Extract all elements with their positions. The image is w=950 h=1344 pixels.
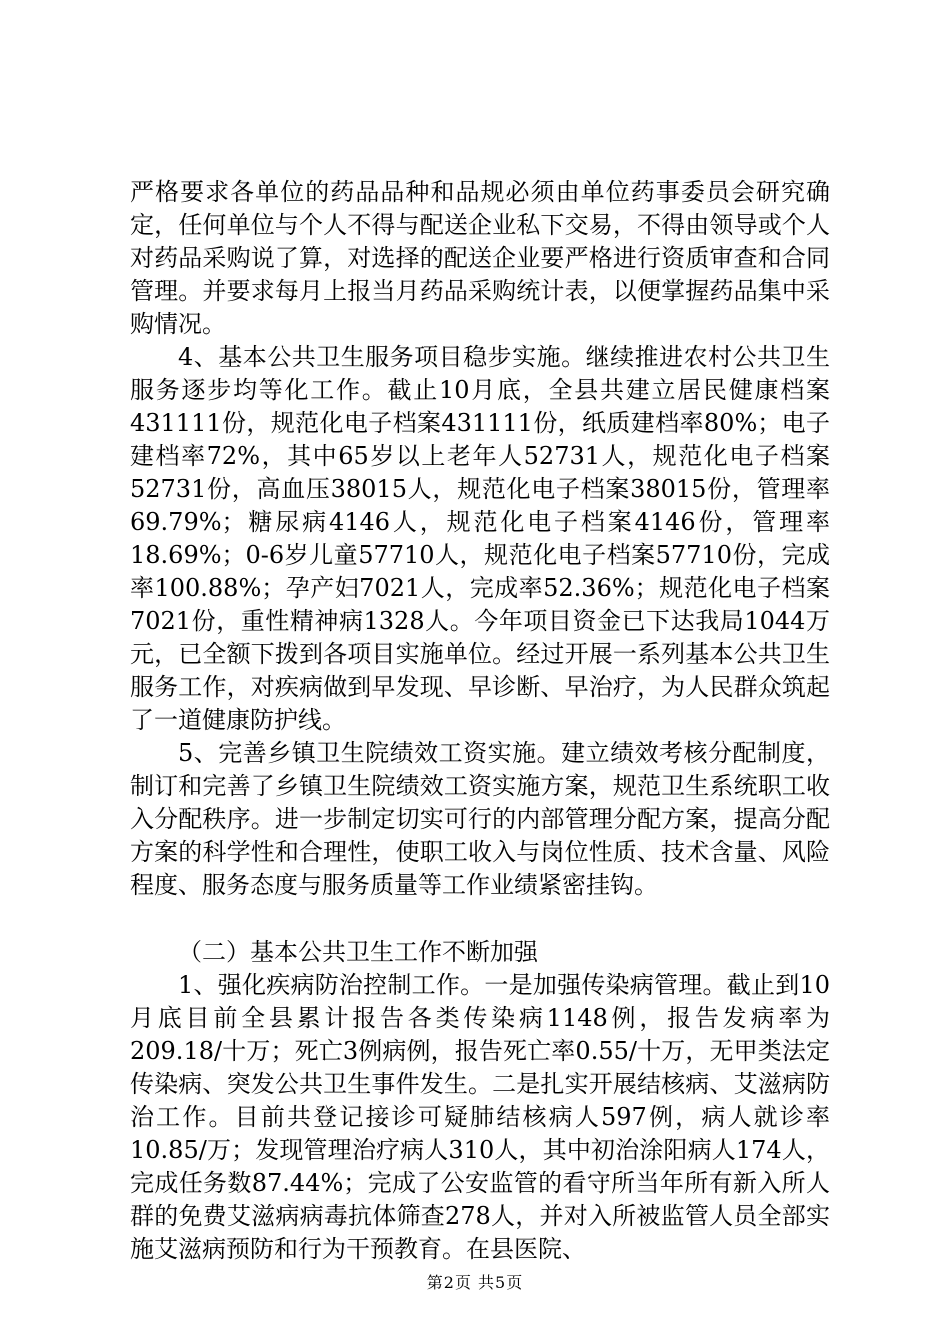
paragraph-drug-procurement: 严格要求各单位的药品品种和品规必须由单位药事委员会研究确定，任何单位与个人不得与配送企业私下交易，不得由领导或个人对药品采购说了算，对选择的配送企业要严格进行资质审查和合同管理。并要求每月上报当月药品采购统计表，以便掌握药品集中采购情况。 [130, 178, 830, 338]
paragraph-disease-control: 1、强化疾病防治控制工作。一是加强传染病管理。截止到10月底目前全县累计报告各类传染病1148例，报告发病率为209.18/十万；死亡3例病例，报告死亡率0.55/十万，无甲类法定传染病、突发公共卫生事件发生。二是扎实开展结核病、艾滋病防治工作。目前共登记接诊可疑肺结核病人597例，病人就诊率10.85/万；发现管理治疗病人310人，其中初治涂阳病人174人，完成任务数87.44%；完成了公安监管的看守所当年所有新入所人群的免费艾滋病病毒抗体筛查278人，并对入所被监管人员全部实施艾滋病预防和行为干预教育。在县医院、 [130, 971, 830, 1263]
section-heading: （二）基本公共卫生工作不断加强 [178, 938, 538, 966]
document-body [130, 176, 830, 1266]
paragraph-performance-pay: 5、完善乡镇卫生院绩效工资实施。建立绩效考核分配制度，制订和完善了乡镇卫生院绩效工资实施方案，规范卫生系统职工收入分配秩序。进一步制定切实可行的内部管理分配方案，提高分配方案的科学性和合理性，使职工收入与岗位性质、技术含量、风险程度、服务态度与服务质量等工作业绩紧密挂钩。 [130, 739, 830, 899]
page-number-footer: 第2页 共5页 [426, 1273, 524, 1292]
paragraph-public-health-services: 4、基本公共卫生服务项目稳步实施。继续推进农村公共卫生服务逐步均等化工作。截止10月底，全县共建立居民健康档案431111份，规范化电子档案431111份，纸质建档率80%；电子建档率72%，其中65岁以上老年人52731人，规范化电子档案52731份，高血压38015人，规范化电子档案38015份，管理率69.79%；糖尿病4146人，规范化电子档案4146份，管理率18.69%；0-6岁儿童57710人，规范化电子档案57710份，完成率100.88%；孕产妇7021人，完成率52.36%；规范化电子档案7021份，重性精神病1328人。今年项目资金已下达我局1044万元，已全额下拨到各项目实施单位。经过开展一系列基本公共卫生服务工作，对疾病做到早发现、早诊断、早治疗，为人民群众筑起了一道健康防护线。 [130, 343, 830, 734]
